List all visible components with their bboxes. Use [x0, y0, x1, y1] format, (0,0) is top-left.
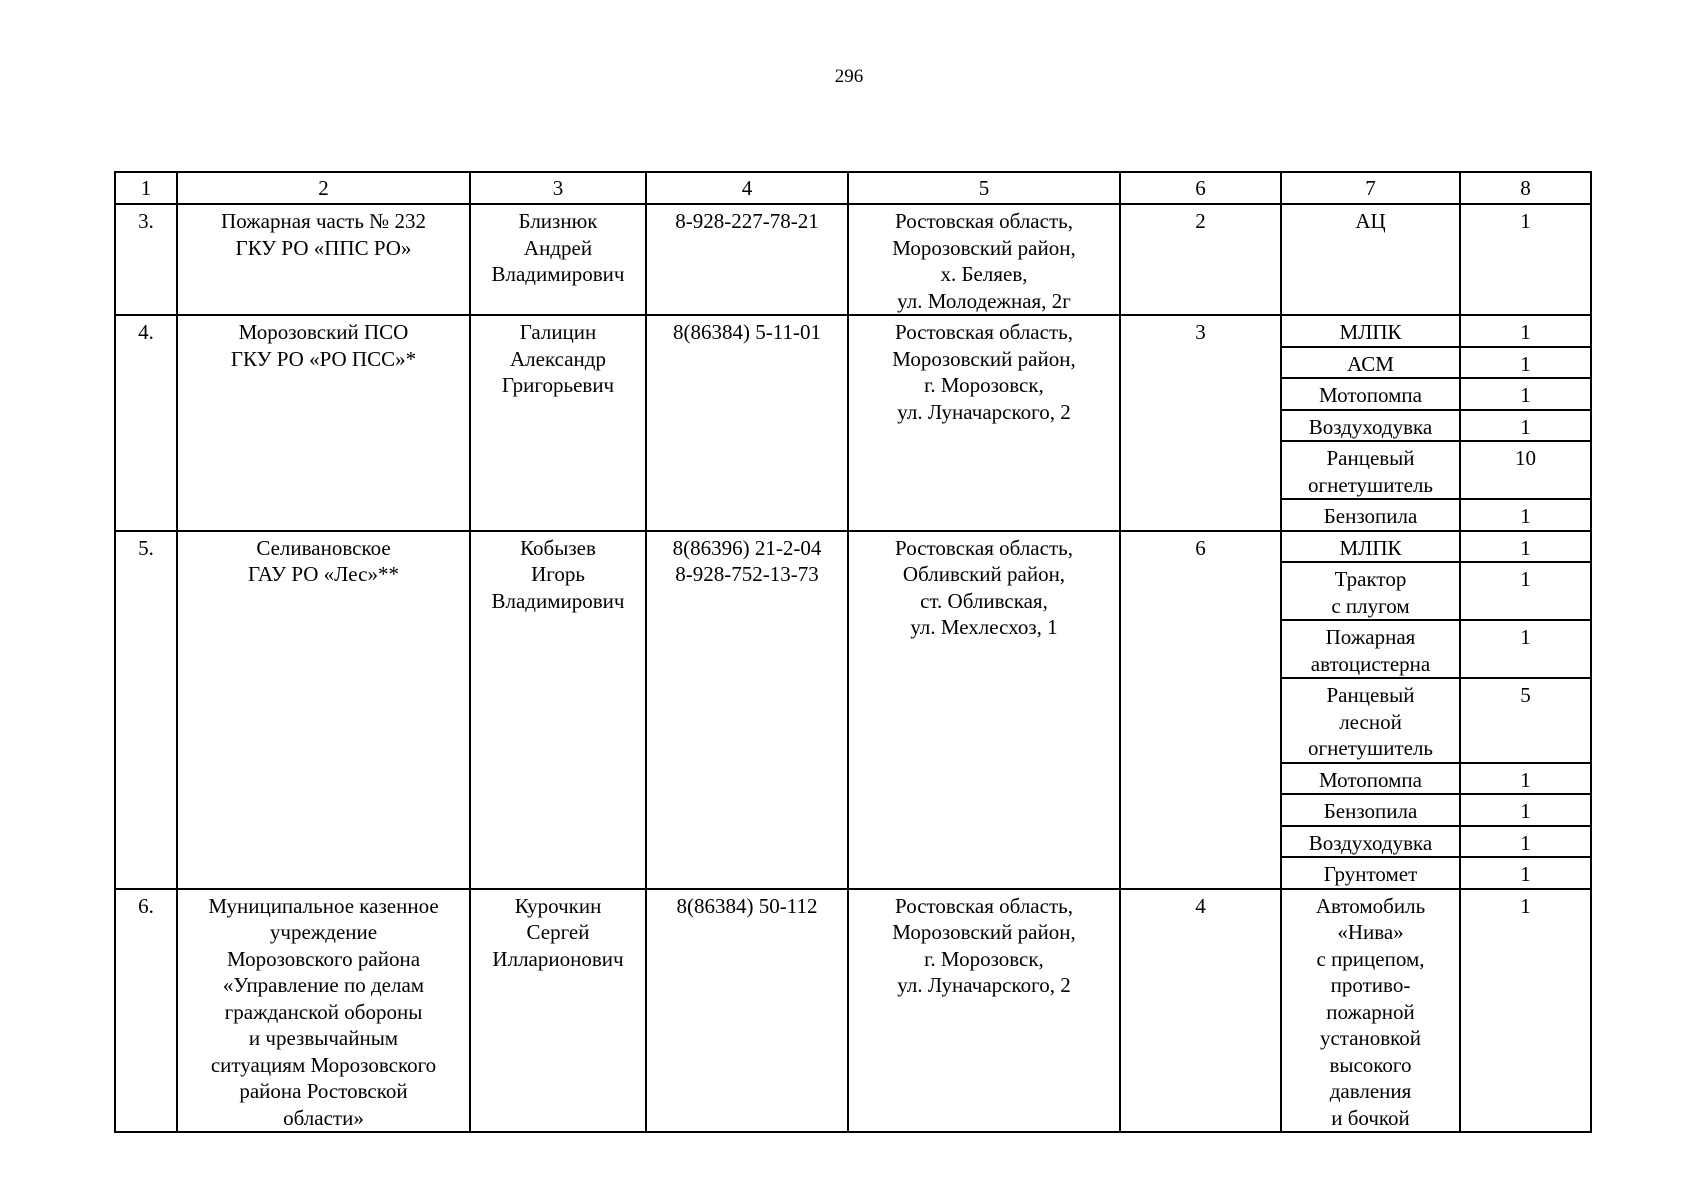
equipment-quantity: 1: [1460, 378, 1591, 410]
column-number: 6: [1120, 172, 1281, 204]
equipment-quantity: 1: [1460, 889, 1591, 1133]
organization-name: Морозовский ПСО ГКУ РО «РО ПСС»*: [177, 315, 470, 531]
organization-name: Пожарная часть № 232 ГКУ РО «ППС РО»: [177, 204, 470, 315]
equipment-name: Бензопила: [1281, 499, 1460, 531]
phone-number: 8(86384) 50-112: [646, 889, 848, 1133]
equipment-name: Воздуходувка: [1281, 826, 1460, 858]
responsible-person: Близнюк Андрей Владимирович: [470, 204, 646, 315]
column-number: 1: [115, 172, 177, 204]
equipment-name: Ранцевый огнетушитель: [1281, 441, 1460, 499]
equipment-name: АСМ: [1281, 347, 1460, 379]
column-number: 2: [177, 172, 470, 204]
equipment-quantity: 1: [1460, 315, 1591, 347]
equipment-name: АЦ: [1281, 204, 1460, 315]
column-number-row: [115, 172, 1591, 204]
table-row: [115, 315, 1591, 347]
address: Ростовская область, Морозовский район, г. Морозовск, ул. Луначарского, 2: [848, 889, 1120, 1133]
column-number: 8: [1460, 172, 1591, 204]
equipment-name: Бензопила: [1281, 794, 1460, 826]
equipment-quantity: 1: [1460, 620, 1591, 678]
column-number: 3: [470, 172, 646, 204]
row-number: 5.: [115, 531, 177, 889]
column-number: 5: [848, 172, 1120, 204]
responsible-person: Галицин Александр Григорьевич: [470, 315, 646, 531]
table-row: [115, 531, 1591, 563]
equipment-name: Ранцевый лесной огнетушитель: [1281, 678, 1460, 763]
equipment-quantity: 1: [1460, 531, 1591, 563]
equipment-name: МЛПК: [1281, 531, 1460, 563]
equipment-quantity: 1: [1460, 410, 1591, 442]
equipment-name: Воздуходувка: [1281, 410, 1460, 442]
responsible-person: Курочкин Сергей Илларионович: [470, 889, 646, 1133]
organization-name: Муниципальное казенное учреждение Морозовского района «Управление по делам гражданской обороны и чрезвычайным ситуациям Морозовского района Ростовской области»: [177, 889, 470, 1133]
equipment-name: Трактор с плугом: [1281, 562, 1460, 620]
row-number: 4.: [115, 315, 177, 531]
table-body: [115, 172, 1591, 1132]
equipment-quantity: 1: [1460, 499, 1591, 531]
equipment-name: Мотопомпа: [1281, 763, 1460, 795]
equipment-name: МЛПК: [1281, 315, 1460, 347]
phone-number: 8(86396) 21-2-04 8-928-752-13-73: [646, 531, 848, 889]
equipment-quantity: 5: [1460, 678, 1591, 763]
equipment-quantity: 1: [1460, 204, 1591, 315]
address: Ростовская область, Морозовский район, г. Морозовск, ул. Луначарского, 2: [848, 315, 1120, 531]
equipment-quantity: 1: [1460, 562, 1591, 620]
table-row: [115, 889, 1591, 1133]
address: Ростовская область, Обливский район, ст. Обливская, ул. Мехлесхоз, 1: [848, 531, 1120, 889]
personnel-count: 4: [1120, 889, 1281, 1133]
equipment-quantity: 10: [1460, 441, 1591, 499]
organization-name: Селивановское ГАУ РО «Лес»**: [177, 531, 470, 889]
responsible-person: Кобызев Игорь Владимирович: [470, 531, 646, 889]
equipment-quantity: 1: [1460, 763, 1591, 795]
row-number: 6.: [115, 889, 177, 1133]
resources-table: [114, 171, 1592, 1133]
personnel-count: 6: [1120, 531, 1281, 889]
table-row: [115, 204, 1591, 315]
page-number: 296: [834, 66, 864, 87]
phone-number: 8(86384) 5-11-01: [646, 315, 848, 531]
equipment-name: Грунтомет: [1281, 857, 1460, 889]
equipment-name: Мотопомпа: [1281, 378, 1460, 410]
equipment-quantity: 1: [1460, 347, 1591, 379]
column-number: 7: [1281, 172, 1460, 204]
address: Ростовская область, Морозовский район, х. Беляев, ул. Молодежная, 2г: [848, 204, 1120, 315]
equipment-name: Автомобиль «Нива» с прицепом, противо- пожарной установкой высокого давления и бочкой: [1281, 889, 1460, 1133]
phone-number: 8-928-227-78-21: [646, 204, 848, 315]
equipment-quantity: 1: [1460, 826, 1591, 858]
equipment-name: Пожарная автоцистерна: [1281, 620, 1460, 678]
equipment-quantity: 1: [1460, 857, 1591, 889]
column-number: 4: [646, 172, 848, 204]
personnel-count: 3: [1120, 315, 1281, 531]
row-number: 3.: [115, 204, 177, 315]
personnel-count: 2: [1120, 204, 1281, 315]
equipment-quantity: 1: [1460, 794, 1591, 826]
